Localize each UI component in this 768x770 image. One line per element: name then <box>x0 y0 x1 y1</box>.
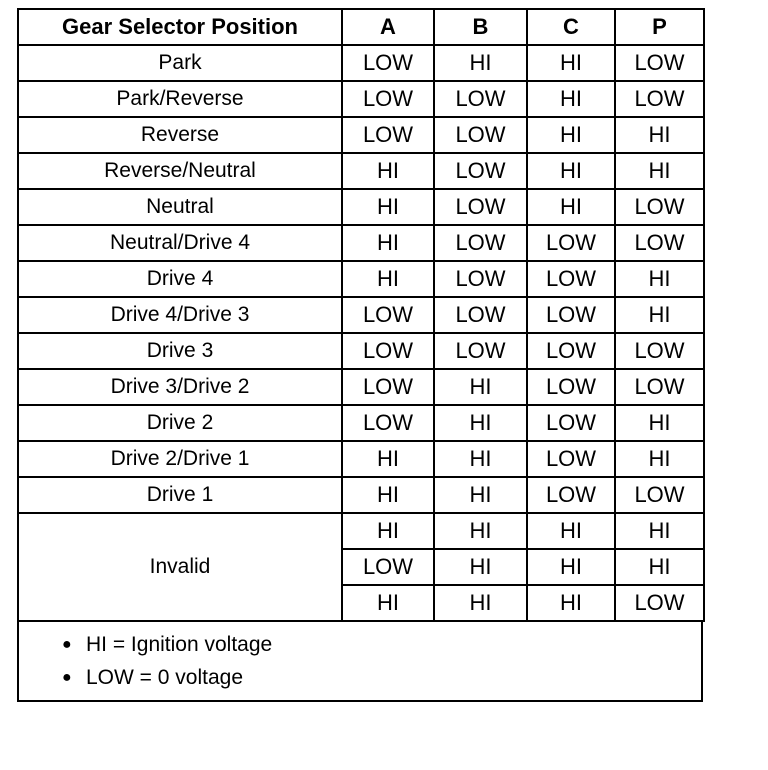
signal-a-cell: HI <box>342 261 434 297</box>
header-a: A <box>342 9 434 45</box>
table-row <box>18 333 704 369</box>
signal-b-cell: HI <box>434 45 527 81</box>
signal-b-cell: LOW <box>434 333 527 369</box>
gear-position-cell: Reverse <box>18 117 342 153</box>
signal-p-cell: LOW <box>615 81 704 117</box>
signal-p-cell: HI <box>615 513 704 549</box>
table-row <box>18 441 704 477</box>
signal-p-cell: HI <box>615 549 704 585</box>
table-row <box>18 477 704 513</box>
legend-note-text: LOW = 0 voltage <box>86 666 243 689</box>
gear-position-cell: Drive 3 <box>18 333 342 369</box>
signal-a-cell: HI <box>342 153 434 189</box>
table-row <box>18 405 704 441</box>
signal-c-cell: HI <box>527 549 615 585</box>
legend-note-text: HI = Ignition voltage <box>86 633 273 656</box>
gear-position-cell: Drive 4/Drive 3 <box>18 297 342 333</box>
table-row <box>18 153 704 189</box>
signal-c-cell: LOW <box>527 261 615 297</box>
gear-position-cell-invalid: Invalid <box>18 513 342 621</box>
signal-b-cell: LOW <box>434 261 527 297</box>
bullet-icon: ● <box>62 636 72 653</box>
signal-b-cell: HI <box>434 585 527 621</box>
table-body <box>18 45 704 621</box>
signal-b-cell: LOW <box>434 225 527 261</box>
signal-b-cell: LOW <box>434 189 527 225</box>
header-c: C <box>527 9 615 45</box>
gear-position-cell: Drive 2/Drive 1 <box>18 441 342 477</box>
signal-b-cell: LOW <box>434 297 527 333</box>
gear-position-cell: Neutral/Drive 4 <box>18 225 342 261</box>
gear-position-cell: Drive 2 <box>18 405 342 441</box>
gear-position-cell: Drive 4 <box>18 261 342 297</box>
signal-a-cell: LOW <box>342 405 434 441</box>
table-row <box>18 117 704 153</box>
signal-p-cell: HI <box>615 117 704 153</box>
signal-c-cell: HI <box>527 117 615 153</box>
signal-b-cell: HI <box>434 513 527 549</box>
signal-p-cell: HI <box>615 297 704 333</box>
signal-a-cell: LOW <box>342 117 434 153</box>
signal-a-cell: LOW <box>342 333 434 369</box>
header-b: B <box>434 9 527 45</box>
signal-b-cell: HI <box>434 549 527 585</box>
signal-c-cell: LOW <box>527 441 615 477</box>
table-row <box>18 81 704 117</box>
signal-a-cell: HI <box>342 189 434 225</box>
legend-note-low <box>19 661 701 694</box>
table-row <box>18 45 704 81</box>
signal-a-cell: HI <box>342 513 434 549</box>
signal-p-cell: HI <box>615 405 704 441</box>
legend-note-hi <box>19 628 701 661</box>
table-row <box>18 261 704 297</box>
gear-position-cell: Neutral <box>18 189 342 225</box>
gear-position-cell: Park/Reverse <box>18 81 342 117</box>
signal-p-cell: HI <box>615 153 704 189</box>
signal-a-cell: LOW <box>342 45 434 81</box>
signal-a-cell: LOW <box>342 369 434 405</box>
bullet-icon: ● <box>62 669 72 686</box>
header-p: P <box>615 9 704 45</box>
signal-a-cell: LOW <box>342 297 434 333</box>
table-header-row <box>18 9 704 45</box>
signal-b-cell: HI <box>434 405 527 441</box>
signal-c-cell: LOW <box>527 225 615 261</box>
gear-position-cell: Reverse/Neutral <box>18 153 342 189</box>
gear-position-cell: Drive 1 <box>18 477 342 513</box>
signal-c-cell: HI <box>527 585 615 621</box>
signal-b-cell: LOW <box>434 153 527 189</box>
signal-a-cell: HI <box>342 441 434 477</box>
signal-p-cell: LOW <box>615 45 704 81</box>
signal-p-cell: LOW <box>615 477 704 513</box>
signal-c-cell: LOW <box>527 405 615 441</box>
signal-p-cell: LOW <box>615 189 704 225</box>
signal-b-cell: LOW <box>434 81 527 117</box>
gear-selector-table <box>17 8 705 622</box>
signal-a-cell: HI <box>342 225 434 261</box>
signal-b-cell: HI <box>434 369 527 405</box>
gear-position-cell: Drive 3/Drive 2 <box>18 369 342 405</box>
signal-c-cell: LOW <box>527 477 615 513</box>
header-gear-selector-position: Gear Selector Position <box>18 9 342 45</box>
signal-p-cell: LOW <box>615 585 704 621</box>
signal-c-cell: HI <box>527 153 615 189</box>
signal-a-cell: HI <box>342 477 434 513</box>
signal-c-cell: LOW <box>527 297 615 333</box>
signal-p-cell: LOW <box>615 333 704 369</box>
signal-c-cell: LOW <box>527 369 615 405</box>
signal-c-cell: LOW <box>527 333 615 369</box>
table-row-invalid <box>18 513 704 549</box>
signal-a-cell: LOW <box>342 81 434 117</box>
signal-a-cell: HI <box>342 585 434 621</box>
table-row <box>18 189 704 225</box>
signal-c-cell: HI <box>527 45 615 81</box>
signal-p-cell: HI <box>615 441 704 477</box>
legend-notes <box>17 622 703 702</box>
signal-b-cell: HI <box>434 477 527 513</box>
gear-selector-document <box>17 8 703 702</box>
signal-a-cell: LOW <box>342 549 434 585</box>
gear-position-cell: Park <box>18 45 342 81</box>
table-row <box>18 225 704 261</box>
signal-c-cell: HI <box>527 513 615 549</box>
signal-p-cell: LOW <box>615 225 704 261</box>
table-row <box>18 297 704 333</box>
signal-p-cell: HI <box>615 261 704 297</box>
table-row <box>18 369 704 405</box>
signal-c-cell: HI <box>527 81 615 117</box>
signal-b-cell: LOW <box>434 117 527 153</box>
signal-b-cell: HI <box>434 441 527 477</box>
signal-c-cell: HI <box>527 189 615 225</box>
signal-p-cell: LOW <box>615 369 704 405</box>
